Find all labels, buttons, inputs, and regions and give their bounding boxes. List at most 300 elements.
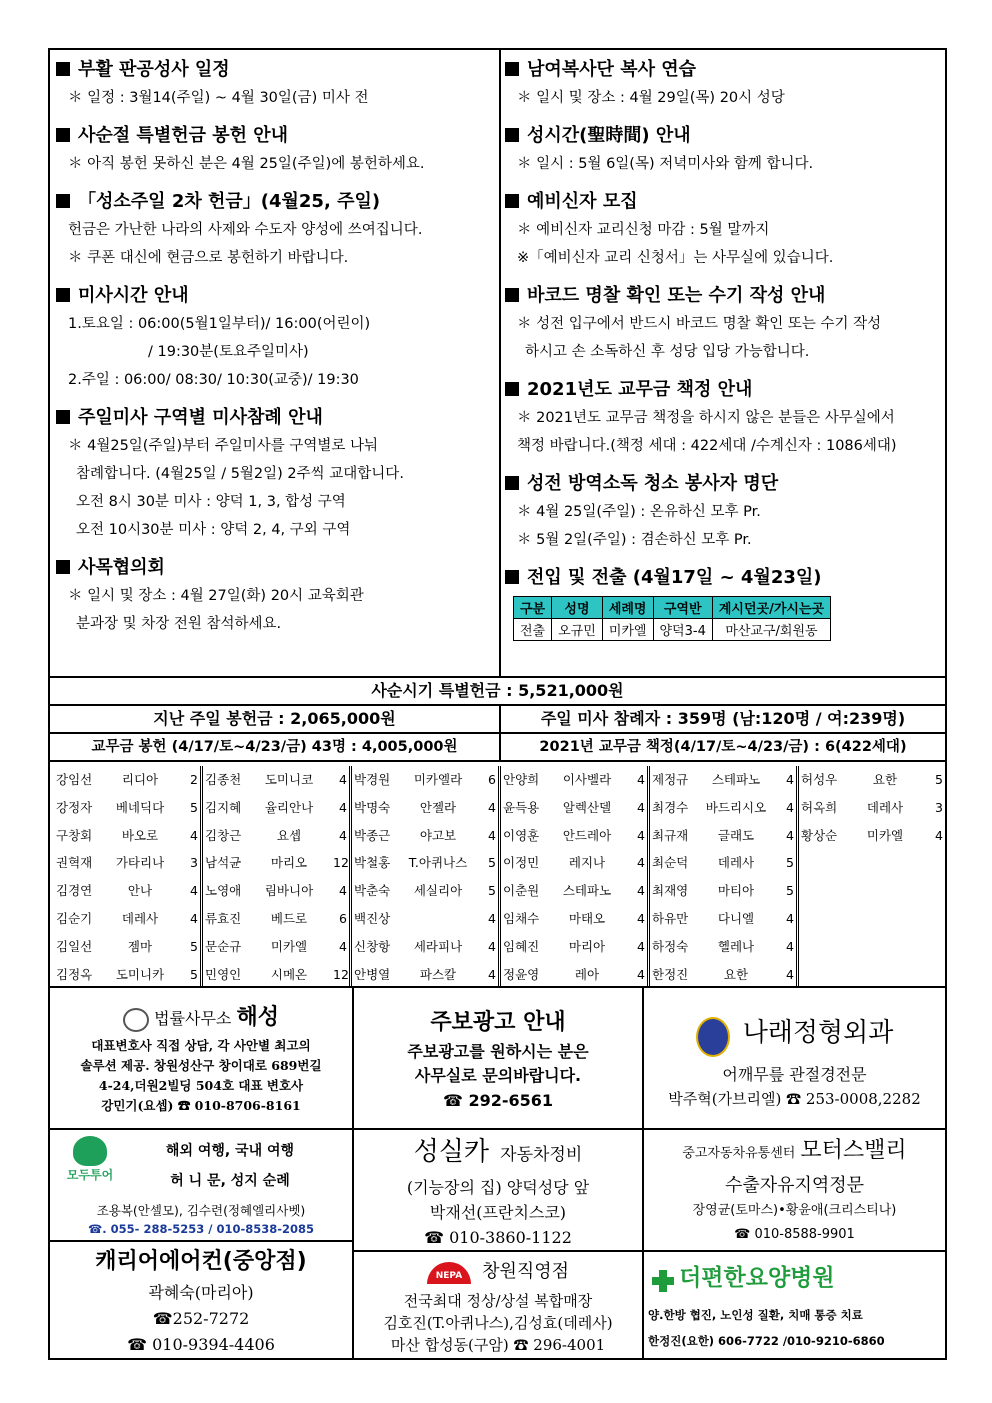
table-header-cell: 계시던곳/가시는곳 [712, 597, 830, 619]
section-title [56, 282, 499, 310]
donor-name: 최규재 [652, 827, 689, 843]
donor-row [503, 905, 645, 933]
donor-count: 4 [339, 827, 347, 843]
table-header-cell: 성명 [552, 597, 603, 619]
donor-count: 4 [786, 772, 794, 787]
table-cell: 미카엘 [602, 619, 653, 641]
donor-row [354, 961, 496, 989]
announcement-section [56, 188, 499, 272]
donor-column [652, 766, 799, 986]
donor-baptismal-name: 세실리아 [413, 883, 463, 899]
section-line: 분과장 및 차장 전원 참석하세요. [76, 616, 282, 632]
table-header-cell: 구분 [514, 597, 552, 619]
donor-count: 4 [786, 827, 794, 843]
donor-name: 신창항 [354, 938, 391, 954]
ads-section [50, 986, 945, 1360]
section-line: 헌금은 가난한 나라의 사제와 수도자 양성에 쓰여집니다. [68, 222, 423, 238]
donor-baptismal-name: 마리아 [568, 938, 606, 954]
donor-count: 4 [637, 938, 645, 954]
donor-baptismal-name: 시메온 [270, 966, 308, 982]
summary-row-1 [50, 704, 945, 732]
donor-name: 노영애 [205, 883, 242, 899]
donor-baptismal-name: 림바니아 [264, 883, 314, 899]
donor-count: 4 [339, 883, 347, 899]
donor-name: 정윤영 [503, 966, 540, 982]
donor-name: 최경수 [652, 799, 689, 815]
section-title [56, 554, 499, 582]
donor-row [652, 961, 794, 989]
section-title [505, 188, 947, 216]
tithe-offering: 교무금 봉헌 (4/17/토~4/23/금) 43명 : 4,005,000원 [50, 734, 501, 760]
donor-row [354, 822, 496, 850]
bulletin-page [48, 48, 947, 1360]
section-title-text: 성시간(聖時間) 안내 [527, 125, 691, 146]
donor-column [56, 766, 203, 986]
donor-name: 임혜진 [503, 938, 540, 954]
law-line: 강민기(요셉) ☎ 010-8706-8161 [101, 1098, 301, 1113]
right-announcements [501, 50, 947, 676]
announcement-section [505, 376, 947, 460]
section-line: ＊ 예비신자 교리신청 마감 : 5월 말까지 [517, 222, 770, 238]
donor-count: 4 [637, 772, 645, 787]
travel-people: 조용복(안셀모), 김수련(정혜엘리사벳) [96, 1203, 306, 1218]
table-cell: 오규민 [552, 619, 603, 641]
table-header-cell: 세례명 [602, 597, 653, 619]
donor-column [503, 766, 650, 986]
donor-row [801, 822, 943, 850]
divider [50, 1128, 945, 1130]
donor-count: 4 [488, 799, 496, 815]
section-line: 오전 10시30분 미사 : 양덕 2, 4, 구외 구역 [76, 522, 351, 538]
donor-name: 하유만 [652, 910, 689, 926]
donor-name: 윤득용 [503, 799, 540, 815]
donor-name: 황상순 [801, 827, 838, 843]
section-title-text: 사순절 특별헌금 봉헌 안내 [78, 125, 289, 146]
donor-name: 김종천 [205, 772, 242, 787]
attendance: 주일 미사 참례자 : 359명 (남:120명 / 여:239명) [540, 709, 906, 728]
donor-row [205, 905, 347, 933]
donor-row [205, 849, 347, 877]
donor-name: 박경원 [354, 772, 391, 787]
left-announcements [50, 50, 501, 676]
divider [50, 1240, 352, 1242]
donor-row [503, 822, 645, 850]
section-title [505, 56, 947, 84]
donor-count: 4 [488, 827, 496, 843]
section-title [56, 188, 499, 216]
donor-baptismal-name: 이사벨라 [562, 772, 612, 787]
donor-baptismal-name: 바오로 [121, 827, 159, 843]
section-title [56, 56, 499, 84]
ortho-name: 나래정형외과 [742, 1018, 894, 1048]
donor-baptismal-name: 베네딕다 [115, 799, 165, 815]
section-line: 1.토요일 : 06:00(5월1일부터)/ 16:00(어린이) [68, 316, 371, 332]
announcement-section [505, 564, 947, 641]
nepa-name: 창원직영점 [482, 1261, 570, 1282]
donor-row [56, 905, 198, 933]
donor-baptismal-name: 안나 [127, 883, 153, 899]
donor-row [503, 849, 645, 877]
travel-phone: ☎. 055- 288-5253 / 010-8538-2085 [87, 1222, 315, 1236]
notice-line: 사무실로 문의바랍니다. [414, 1066, 582, 1085]
motors-line: ☎ 010-8588-9901 [734, 1227, 855, 1242]
ad-orthopedics [644, 1006, 945, 1126]
donor-baptismal-name: 안드레아 [562, 827, 612, 843]
square-bullet-icon [505, 128, 519, 142]
motors-line: 장영균(토마스)•황윤애(크리스티나) [692, 1203, 897, 1218]
donor-baptismal-name: 안젤라 [419, 799, 457, 815]
donor-row [503, 766, 645, 794]
donor-name: 남석균 [205, 855, 242, 871]
section-title-text: 전입 및 전출 (4월17일 ~ 4월23일) [527, 567, 822, 588]
donor-column [801, 766, 945, 986]
section-title-text: 남여복사단 복사 연습 [527, 59, 697, 80]
donor-baptismal-name: 알렉산델 [562, 799, 612, 815]
section-line: ＊ 4월 25일(주일) : 온유하신 모후 Pr. [517, 504, 761, 520]
donor-name: 임채수 [503, 910, 540, 926]
donor-row [354, 877, 496, 905]
donor-count: 4 [190, 883, 198, 899]
donor-count: 4 [339, 772, 347, 787]
section-line: ＊ 4월25일(주일)부터 주일미사를 구역별로 나눠 [68, 438, 379, 454]
announcement-section [56, 282, 499, 394]
donor-count: 5 [488, 855, 496, 871]
donor-name: 백진상 [354, 910, 391, 926]
donor-baptismal-name: 세라피나 [413, 938, 463, 954]
donor-baptismal-name: 스테파노 [711, 772, 761, 787]
donor-name: 박종근 [354, 827, 391, 843]
donor-name: 허옥희 [801, 799, 838, 815]
aircon-line: 곽혜숙(마리아) [148, 1283, 254, 1302]
donor-name: 권혁재 [56, 855, 93, 871]
donor-row [205, 877, 347, 905]
donor-name: 구창회 [56, 827, 93, 843]
section-title [505, 282, 947, 310]
donor-count: 5 [488, 883, 496, 899]
donor-row [801, 794, 943, 822]
donor-baptismal-name: 데레사 [866, 799, 904, 815]
law-name-prefix: 법률사무소 [154, 1009, 232, 1028]
donor-row [652, 822, 794, 850]
section-title [505, 122, 947, 150]
square-bullet-icon [56, 62, 70, 76]
announcement-section [505, 282, 947, 366]
donor-name: 최재영 [652, 883, 689, 899]
section-line: ＊ 쿠폰 대신에 현금으로 봉헌하기 바랍니다. [68, 250, 349, 266]
donor-row [652, 905, 794, 933]
donor-count: 4 [637, 799, 645, 815]
donor-baptismal-name: 데레사 [121, 910, 159, 926]
donor-row [56, 849, 198, 877]
section-line: / 19:30분(토요주일미사) [148, 344, 309, 360]
donor-row [652, 794, 794, 822]
car-line: (기능장의 집) 양덕성당 앞 [406, 1178, 590, 1197]
section-line: ＊ 일시 : 5월 6일(목) 저녁미사와 함께 합니다. [517, 156, 814, 172]
divider [354, 1250, 945, 1252]
donor-row [652, 766, 794, 794]
donor-count: 5 [190, 966, 198, 982]
donor-name: 제정규 [652, 772, 689, 787]
aircon-title: 캐리어에어컨(중앙점) [95, 1249, 307, 1274]
donor-count: 4 [786, 910, 794, 926]
donor-name: 김일선 [56, 938, 93, 954]
donor-baptismal-name: 베드로 [270, 910, 308, 926]
table-cell: 전출 [514, 619, 552, 641]
ortho-line: 어깨무릎 관절경전문 [722, 1065, 867, 1084]
donor-name: 안병열 [354, 966, 391, 982]
donor-name: 류효진 [205, 910, 242, 926]
donor-count: 4 [339, 799, 347, 815]
donor-name: 하정숙 [652, 938, 689, 954]
donor-count: 4 [786, 799, 794, 815]
table-cell: 양덕3-4 [653, 619, 712, 641]
donor-row [56, 766, 198, 794]
ad-nepa [354, 1254, 642, 1360]
section-line: ＊ 일시 및 장소 : 4월 29일(목) 20시 성당 [517, 90, 785, 106]
donor-count: 4 [935, 827, 943, 843]
announcement-section [505, 188, 947, 272]
donor-count: 4 [190, 910, 198, 926]
donor-baptismal-name: 레아 [574, 966, 600, 982]
donor-row [354, 905, 496, 933]
section-title-text: 2021년도 교무금 책정 안내 [527, 379, 753, 400]
donor-row [652, 877, 794, 905]
ad-motors [644, 1132, 945, 1246]
donor-baptismal-name: 요한 [723, 966, 749, 982]
section-line: ＊ 일시 및 장소 : 4월 27일(화) 20시 교육회관 [68, 588, 364, 604]
ad-travel [50, 1132, 352, 1222]
donor-baptismal-name: 요셉 [276, 827, 302, 843]
square-bullet-icon [56, 194, 70, 208]
donor-baptismal-name: 미카엘라 [413, 772, 463, 787]
donor-baptismal-name: 다니엘 [717, 910, 755, 926]
donor-baptismal-name: 젬마 [127, 938, 153, 954]
section-title-text: 주일미사 구역별 미사참례 안내 [78, 407, 323, 428]
donor-count: 5 [786, 855, 794, 871]
donor-row [503, 961, 645, 989]
donor-baptismal-name: 도미니카 [115, 966, 165, 982]
donor-count: 4 [786, 938, 794, 954]
section-line: ＊ 성전 입구에서 반드시 바코드 명찰 확인 또는 수기 작성 [517, 316, 882, 332]
donor-name: 안양희 [503, 772, 540, 787]
scales-icon [123, 1008, 149, 1032]
donor-list [50, 760, 945, 986]
donor-baptismal-name: 바드리시오 [705, 799, 767, 815]
section-title [56, 404, 499, 432]
last-offering: 지난 주일 봉헌금 : 2,065,000원 [50, 706, 501, 732]
heart-icon [73, 1136, 107, 1166]
hospital-line: 한정진(요한) 606-7722 /010-9210-6860 [648, 1334, 885, 1348]
donor-column [354, 766, 501, 986]
donor-count: 5 [190, 938, 198, 954]
summary-row-2 [50, 732, 945, 760]
donor-name: 김경연 [56, 883, 93, 899]
section-title-text: 부활 판공성사 일정 [78, 59, 230, 80]
section-title [56, 122, 499, 150]
donor-count: 12 [333, 855, 349, 871]
donor-baptismal-name: 마태오 [568, 910, 606, 926]
section-title-text: 예비신자 모집 [527, 191, 638, 212]
donor-row [503, 877, 645, 905]
motors-top-big: 모터스밸리 [800, 1138, 907, 1163]
motors-line: 수출자유지역정문 [724, 1175, 865, 1196]
donor-count: 5 [935, 772, 943, 787]
aircon-line: ☎252-7272 [152, 1309, 250, 1328]
donor-row [205, 794, 347, 822]
donor-row [503, 933, 645, 961]
donor-name: 김창근 [205, 827, 242, 843]
car-sub: 자동차정비 [500, 1145, 583, 1165]
section-line: ＊ 5월 2일(주일) : 겸손하신 모후 Pr. [517, 532, 752, 548]
announcement-section [505, 122, 947, 178]
law-name: 해성 [236, 1004, 279, 1030]
square-bullet-icon [56, 410, 70, 424]
donor-name: 한정진 [652, 966, 689, 982]
transfer-table [513, 596, 831, 641]
square-bullet-icon [505, 194, 519, 208]
donor-row [56, 933, 198, 961]
donor-baptismal-name: 헬레나 [717, 938, 755, 954]
section-title [505, 470, 947, 498]
donor-count: 4 [637, 855, 645, 871]
donor-baptismal-name: 가타리나 [115, 855, 165, 871]
donor-name: 최순덕 [652, 855, 689, 871]
notice-line: 주보광고를 원하시는 분은 [407, 1042, 589, 1061]
donor-row [205, 822, 347, 850]
law-line: 솔루션 제공. 창원성산구 창이대로 689번길 [80, 1058, 322, 1073]
square-bullet-icon [505, 382, 519, 396]
ad-aircon [50, 1244, 352, 1360]
donor-row [56, 822, 198, 850]
donor-row [354, 766, 496, 794]
ad-law-office [50, 1000, 352, 1126]
ad-hospital [644, 1256, 945, 1360]
car-name: 성실카 [413, 1137, 490, 1167]
announcement-section [56, 404, 499, 544]
donor-count: 12 [333, 966, 349, 982]
donor-row [354, 933, 496, 961]
donor-name: 이영훈 [503, 827, 540, 843]
section-line: ＊ 2021년도 교무금 책정을 하시지 않은 분들은 사무실에서 [517, 410, 895, 426]
square-bullet-icon [505, 288, 519, 302]
donor-count: 4 [339, 938, 347, 954]
donor-count: 4 [190, 827, 198, 843]
section-title-text: 사목협의회 [78, 557, 165, 578]
announcement-section [505, 470, 947, 554]
announcement-section [505, 56, 947, 112]
square-bullet-icon [56, 288, 70, 302]
motors-top-small: 중고자동차유통센터 [682, 1146, 796, 1161]
section-title-text: 성전 방역소독 청소 봉사자 명단 [527, 473, 779, 494]
donor-count: 4 [637, 827, 645, 843]
section-line: 책정 바랍니다.(책정 세대 : 422세대 /수계신자 : 1086세대) [517, 438, 897, 454]
travel-line: 허 니 문, 성지 순례 [170, 1173, 290, 1189]
aircon-line: ☎ 010-9394-4406 [127, 1335, 275, 1354]
donor-baptismal-name: 스테파노 [562, 883, 612, 899]
donor-count: 6 [488, 772, 496, 787]
donor-count: 4 [637, 910, 645, 926]
donor-count: 5 [190, 799, 198, 815]
donor-name: 강정자 [56, 799, 93, 815]
donor-baptismal-name: 요한 [872, 772, 898, 787]
section-line: ＊ 일정 : 3월14(주일) ~ 4월 30일(금) 미사 전 [68, 90, 369, 106]
hospital-name: 더편한요양병원 [679, 1265, 835, 1291]
donor-count: 6 [339, 910, 347, 926]
section-line: 참례합니다. (4월25일 / 5월2일) 2주씩 교대합니다. [76, 466, 404, 482]
donor-baptismal-name: T.아퀴나스 [408, 855, 468, 871]
section-line: 2.주일 : 06:00/ 08:30/ 10:30(교중)/ 19:30 [68, 372, 359, 388]
donor-name: 민영인 [205, 966, 242, 982]
announcement-section [56, 56, 499, 112]
donor-baptismal-name: 레지나 [568, 855, 606, 871]
donor-row [354, 849, 496, 877]
donor-count: 4 [786, 966, 794, 982]
donor-baptismal-name: 글래도 [717, 827, 755, 843]
nepa-line: 마산 합성동(구암) ☎ 296-4001 [390, 1336, 606, 1354]
donor-row [801, 766, 943, 794]
donor-baptismal-name: 도미니코 [264, 772, 314, 787]
ortho-line: 박주혁(가브리엘) ☎ 253-0008,2282 [668, 1090, 921, 1108]
donor-row [56, 961, 198, 989]
donor-row [56, 877, 198, 905]
donor-count: 2 [190, 772, 198, 787]
notice-phone: ☎ 292-6561 [442, 1091, 554, 1110]
donor-baptismal-name [394, 905, 482, 933]
car-line: 박재선(프란치스코) [429, 1203, 567, 1222]
donor-row [56, 794, 198, 822]
donor-baptismal-name: 야고보 [419, 827, 457, 843]
donor-name: 이정민 [503, 855, 540, 871]
donor-count: 4 [637, 883, 645, 899]
donor-baptismal-name: 마리오 [270, 855, 308, 871]
law-line: 대표변호사 직접 상담, 각 사안별 최고의 [91, 1038, 311, 1053]
section-line: 오전 8시 30분 미사 : 양덕 1, 3, 합성 구역 [76, 494, 346, 510]
table-header-cell: 구역반 [653, 597, 712, 619]
donor-name: 박철홍 [354, 855, 391, 871]
notice-title: 주보광고 안내 [430, 1010, 566, 1035]
donor-row [205, 933, 347, 961]
cross-icon [652, 1270, 674, 1292]
square-bullet-icon [56, 128, 70, 142]
law-line: 4-24,더원2빌딩 504호 대표 변호사 [98, 1078, 304, 1093]
table-row [514, 619, 831, 641]
announcement-section [56, 554, 499, 638]
nepa-logo-icon: NEPA [427, 1262, 471, 1284]
square-bullet-icon [505, 476, 519, 490]
donor-name: 이춘원 [503, 883, 540, 899]
section-title [505, 564, 947, 592]
donor-name: 김정옥 [56, 966, 93, 982]
donor-count: 4 [488, 910, 496, 926]
section-line: ＊ 아직 봉헌 못하신 분은 4월 25일(주일)에 봉헌하세요. [68, 156, 425, 172]
donor-baptismal-name: 데레사 [717, 855, 755, 871]
donor-baptismal-name: 마티아 [717, 883, 755, 899]
travel-brand: 모두투어 [66, 1168, 114, 1182]
section-title-text: 바코드 명찰 확인 또는 수기 작성 안내 [527, 285, 826, 306]
section-title-text: 미사시간 안내 [78, 285, 189, 306]
donor-count: 4 [488, 938, 496, 954]
donor-count: 3 [935, 799, 943, 815]
section-title [505, 376, 947, 404]
section-line: 하시고 손 소독하신 후 성당 입당 가능합니다. [525, 344, 810, 360]
donor-row [205, 766, 347, 794]
donor-row [652, 933, 794, 961]
donor-name: 김순기 [56, 910, 93, 926]
donor-baptismal-name: 미카엘 [270, 938, 308, 954]
nepa-line: 김호진(T.아퀴나스),김성효(데레사) [383, 1314, 613, 1332]
donor-name: 박명숙 [354, 799, 391, 815]
announcement-section [56, 122, 499, 178]
